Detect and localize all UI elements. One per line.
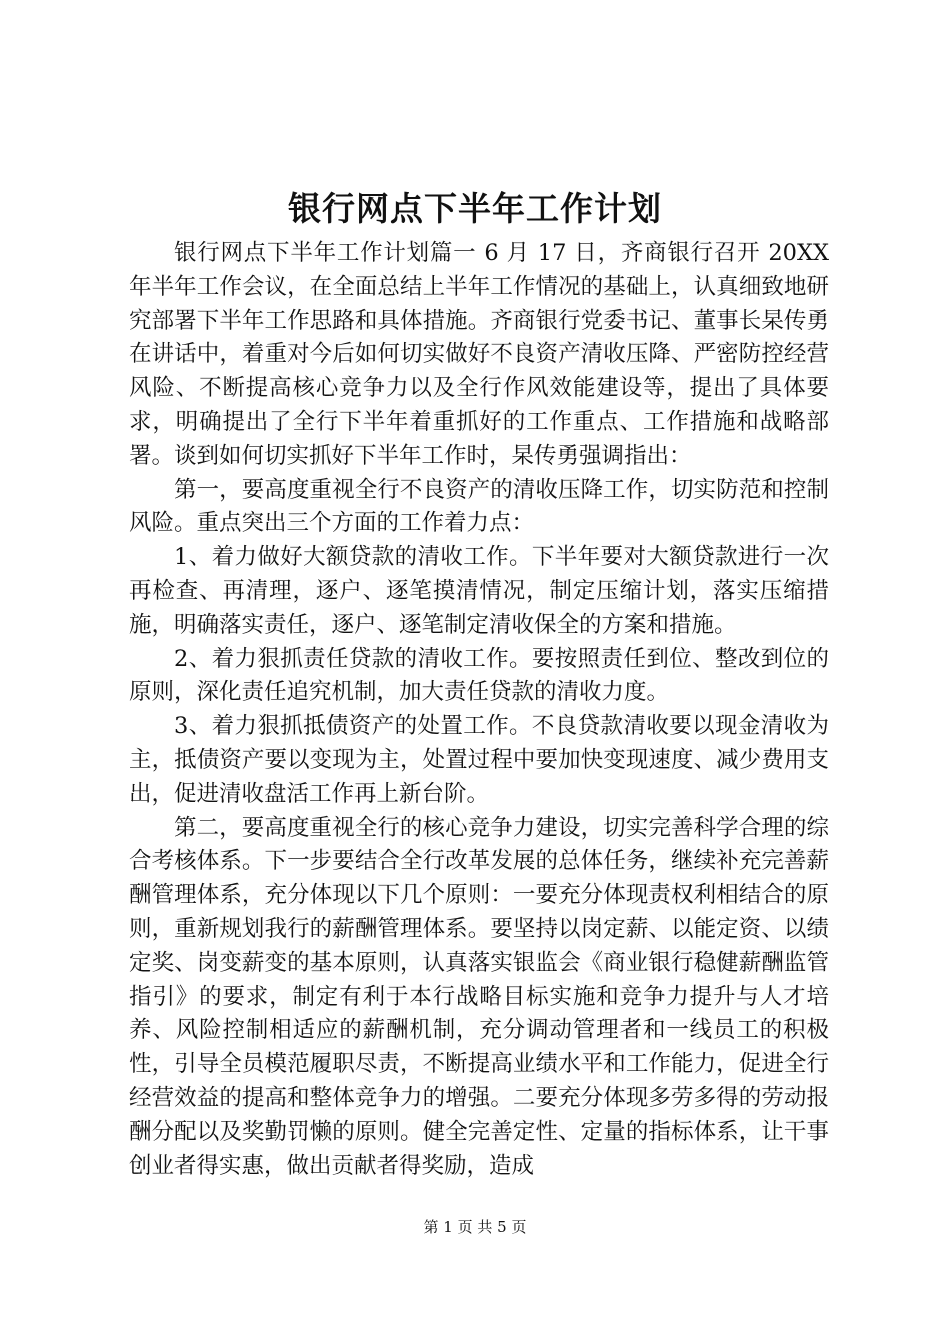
paragraph-item-2: 2、着力狠抓责任贷款的清收工作。要按照责任到位、整改到位的原则，深化责任追究机制，加大责任贷款的清收力度。 xyxy=(129,645,829,706)
page-footer: 第 1 页 共 5 页 xyxy=(423,1218,527,1236)
document-body xyxy=(129,237,829,1183)
paragraph-item-3: 3、着力狠抓抵债资产的处置工作。不良贷款清收要以现金清收为主，抵债资产要以变现为主，处置过程中要加快变现速度、减少费用支出，促进清收盘活工作再上新台阶。 xyxy=(129,713,829,807)
page-title: 银行网点下半年工作计划 xyxy=(288,189,662,228)
paragraph-intro: 银行网点下半年工作计划篇一 6 月 17 日，齐商银行召开 20XX 年半年工作会议，在全面总结上半年工作情况的基础上，认真细致地研究部署下半年工作思路和具体措施。齐商银行党委书记、董事长杲传勇在讲话中，着重对今后如何切实做好不良资产清收压降、严密防控经营风险、不断提高核心竞争力以及全行作风效能建设等，提出了具体要求，明确提出了全行下半年着重抓好的工作重点、工作措施和战略部署。谈到如何切实抓好下半年工作时，杲传勇强调指出： xyxy=(129,240,829,469)
paragraph-first-point: 第一，要高度重视全行不良资产的清收压降工作，切实防范和控制风险。重点突出三个方面的工作着力点： xyxy=(129,476,829,537)
paragraph-item-1: 1、着力做好大额贷款的清收工作。下半年要对大额贷款进行一次再检查、再清理，逐户、逐笔摸清情况，制定压缩计划，落实压缩措施，明确落实责任，逐户、逐笔制定清收保全的方案和措施。 xyxy=(129,544,829,638)
paragraph-second-point: 第二，要高度重视全行的核心竞争力建设，切实完善科学合理的综合考核体系。下一步要结合全行改革发展的总体任务，继续补充完善薪酬管理体系，充分体现以下几个原则：一要充分体现责权利相结合的原则，重新规划我行的薪酬管理体系。要坚持以岗定薪、以能定资、以绩定奖、岗变薪变的基本原则，认真落实银监会《商业银行稳健薪酬监管指引》的要求，制定有利于本行战略目标实施和竞争力提升与人才培养、风险控制相适应的薪酬机制，充分调动管理者和一线员工的积极性，引导全员模范履职尽责，不断提高业绩水平和工作能力，促进全行经营效益的提高和整体竞争力的增强。二要充分体现多劳多得的劳动报酬分配以及奖勤罚懒的原则。健全完善定性、定量的指标体系，让干事创业者得实惠，做出贡献者得奖励，造成 xyxy=(129,814,829,1179)
